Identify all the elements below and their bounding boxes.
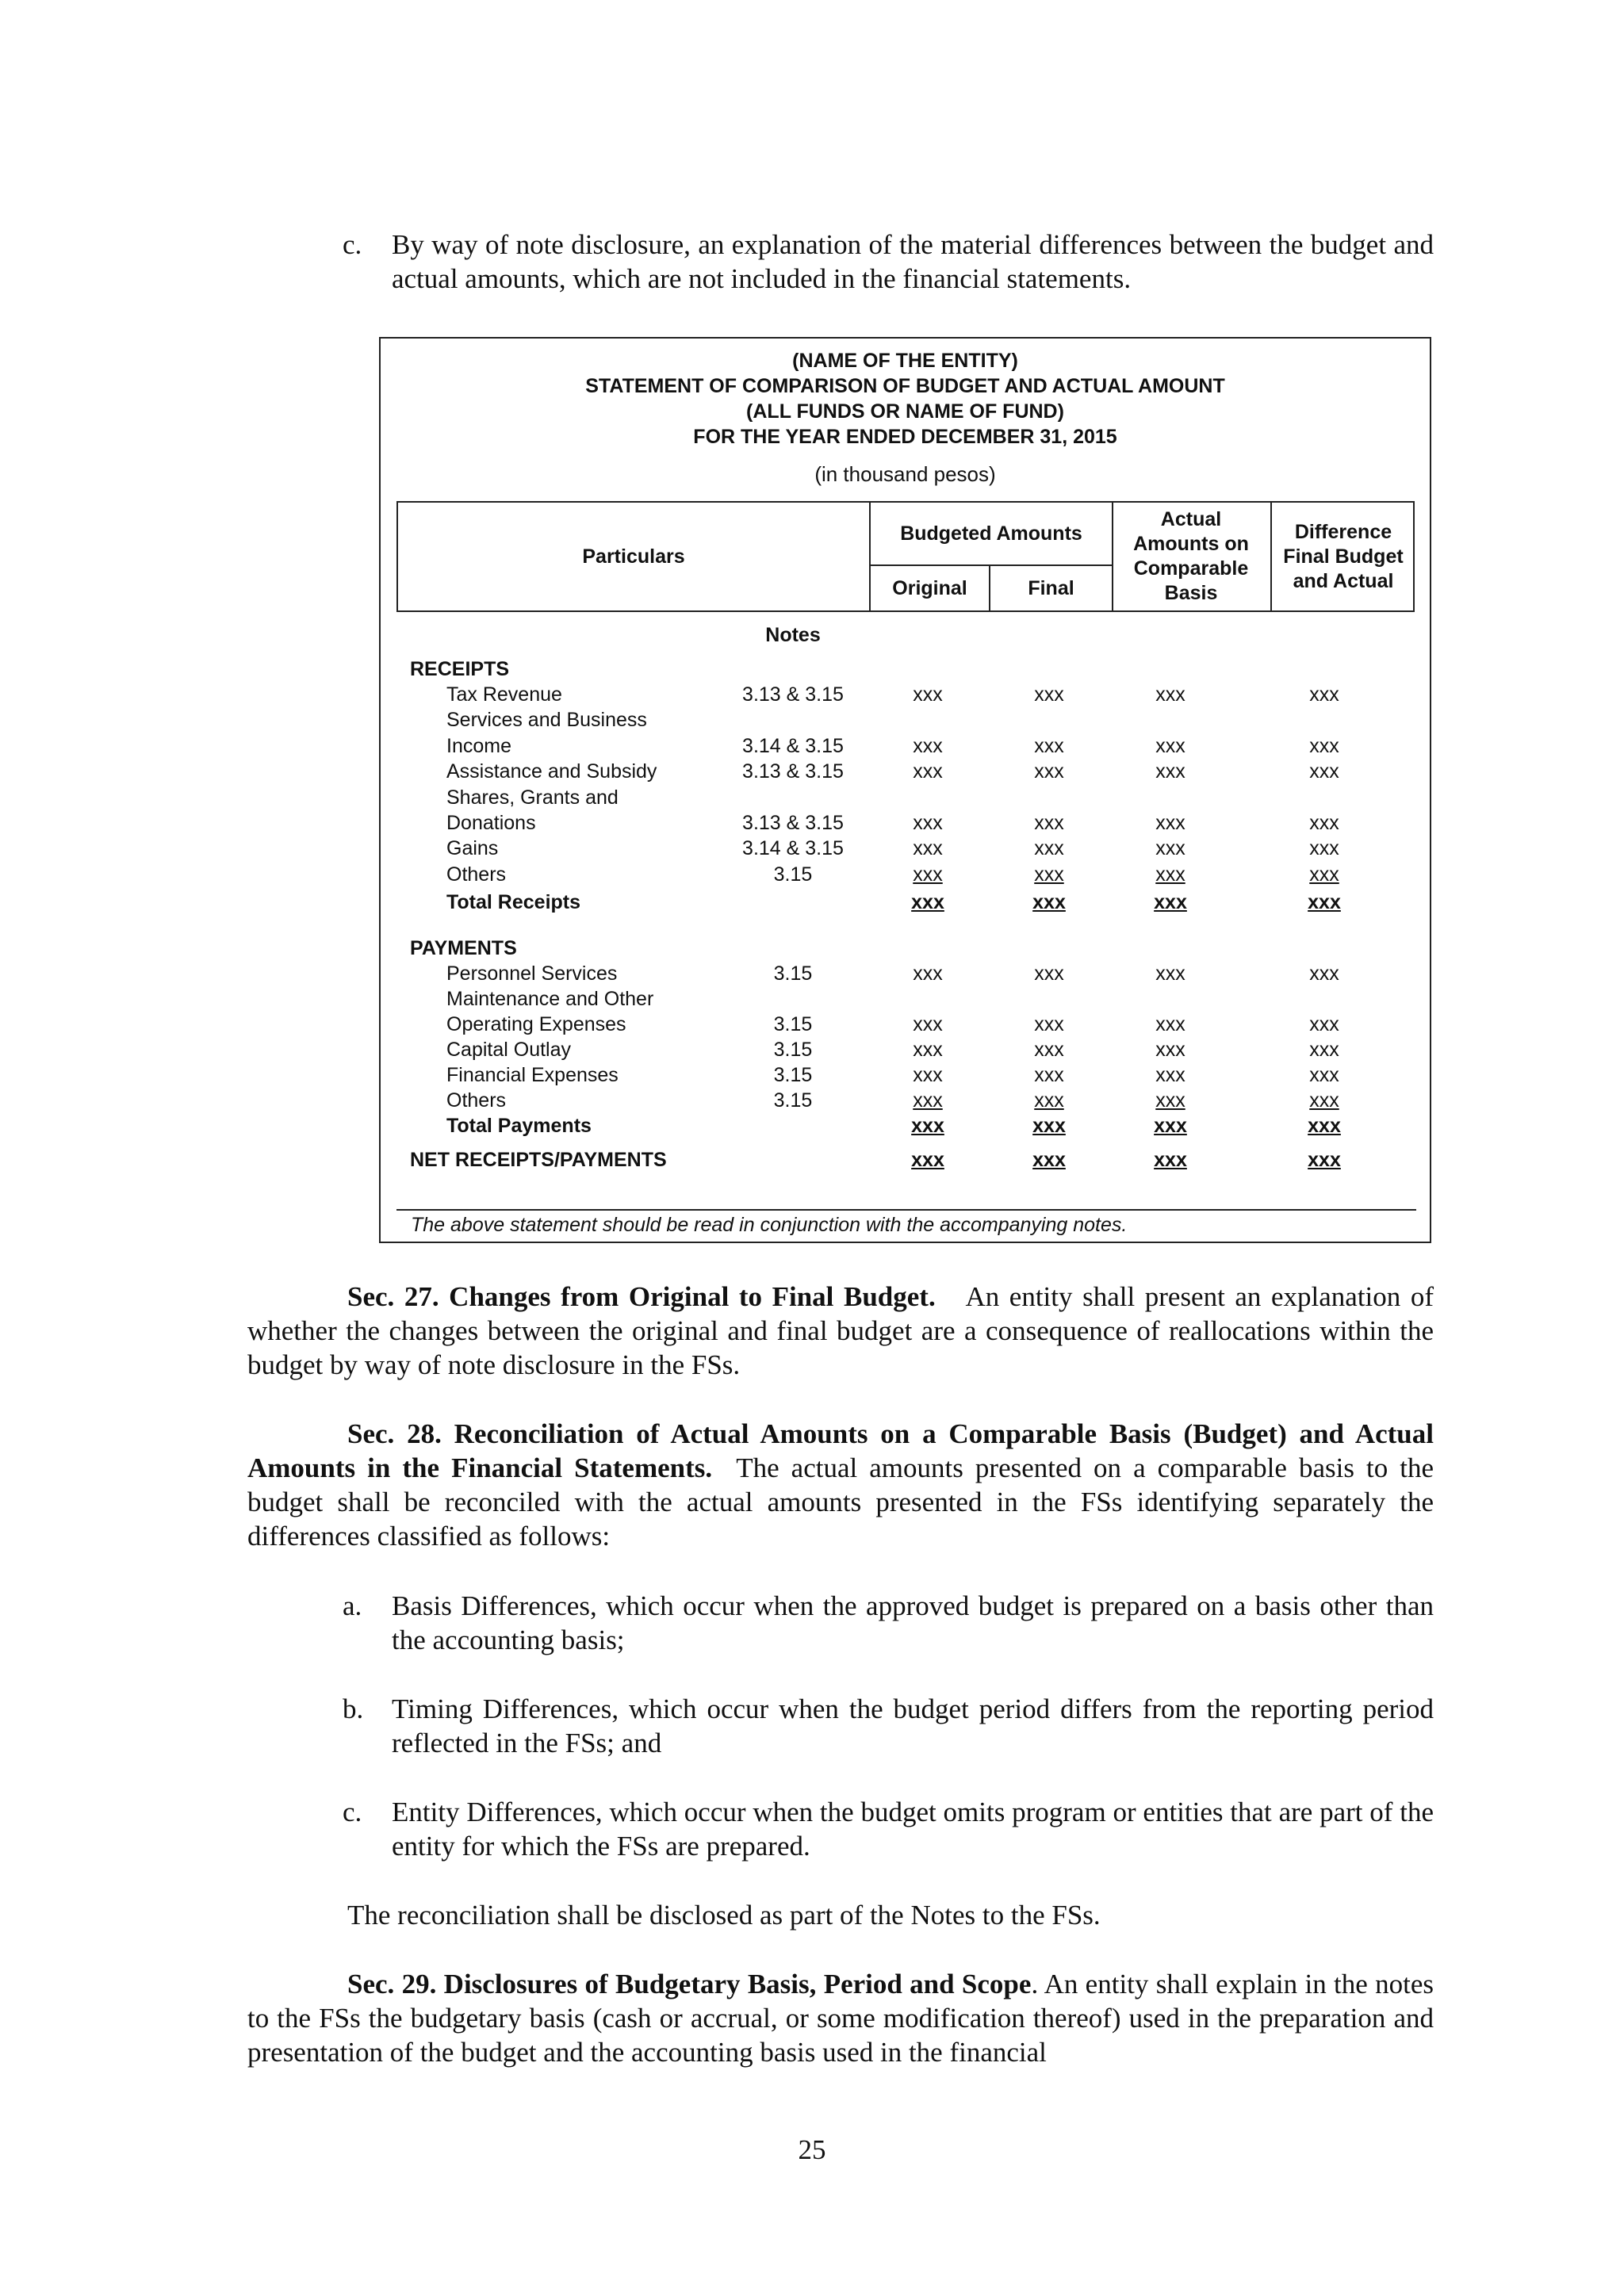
list-text: Entity Differences, which occur when the budget omits program or entities that are part of the entity for which the FSs are prepared. — [392, 1797, 1434, 1862]
list-text: Basis Differences, which occur when the approved budget is prepared on a basis other than the accounting basis; — [392, 1590, 1434, 1655]
cell-note: 3.14 & 3.15 — [742, 837, 844, 860]
cell-actual: xxx — [1155, 962, 1185, 985]
list-text: Timing Differences, which occur when the budget period differs from the reporting period reflected in the FSs; and — [392, 1693, 1434, 1758]
intro-list-item — [343, 228, 1434, 296]
cell-original: xxx — [913, 863, 943, 886]
total-payments-row — [381, 1113, 1430, 1138]
row-label: Total Payments — [446, 1115, 592, 1137]
statement-units: (in thousand pesos) — [814, 462, 996, 486]
cell-final: xxx — [1034, 1089, 1064, 1112]
cell-actual: xxx — [1155, 734, 1185, 757]
cell-original: xxx — [913, 1089, 943, 1112]
list-marker: c. — [343, 229, 362, 260]
cell-difference: xxx — [1308, 1115, 1341, 1137]
cell-actual: xxx — [1155, 863, 1185, 886]
cell-actual: xxx — [1154, 1115, 1187, 1137]
row-label: Services and Business — [446, 709, 647, 732]
cell-original: xxx — [911, 1149, 944, 1171]
notes-header: Notes — [765, 624, 821, 646]
row-label: Tax Revenue — [446, 683, 562, 706]
budgeted-amounts-header: Budgeted Amounts — [900, 522, 1082, 545]
statement-footnote: The above statement should be read in conjunction with the accompanying notes. — [411, 1214, 1128, 1236]
cell-actual: xxx — [1154, 891, 1187, 913]
sec28-paragraph — [247, 1417, 1434, 1553]
cell-final: xxx — [1032, 891, 1066, 913]
table-row — [381, 682, 1430, 707]
sec29-heading: Sec. 29. Disclosures of Budgetary Basis, Period and Scope — [347, 1969, 1032, 1999]
receipts-section-title: RECEIPTS — [410, 658, 510, 680]
row-label: Donations — [446, 812, 536, 834]
table-row — [381, 862, 1430, 887]
original-header: Original — [892, 576, 967, 599]
net-row — [381, 1147, 1430, 1173]
cell-final: xxx — [1034, 1013, 1064, 1035]
cell-difference: xxx — [1309, 1013, 1339, 1035]
cell-original: xxx — [913, 1013, 943, 1035]
cell-difference: xxx — [1309, 812, 1339, 834]
cell-actual: xxx — [1155, 812, 1185, 834]
row-label: Financial Expenses — [446, 1064, 619, 1086]
statement-fund: (ALL FUNDS OR NAME OF FUND) — [746, 400, 1064, 423]
notes-header-row — [381, 622, 1430, 648]
cell-difference: xxx — [1309, 962, 1339, 985]
list-marker: a. — [343, 1590, 362, 1621]
cell-difference: xxx — [1309, 1039, 1339, 1061]
cell-note: 3.14 & 3.15 — [742, 734, 844, 757]
table-row — [381, 785, 1430, 810]
cell-difference: xxx — [1309, 734, 1339, 757]
cell-actual: xxx — [1155, 1064, 1185, 1086]
sec29-body: . An entity shall explain in the notes to the FSs the budgetary basis (cash or accrual, or some modification thereof) used in the preparation and presentation of the budget and the accounting basis used in the financial — [247, 1969, 1434, 2068]
cell-original: xxx — [913, 837, 943, 860]
row-label: Total Receipts — [446, 891, 581, 913]
statement-period: FOR THE YEAR ENDED DECEMBER 31, 2015 — [693, 426, 1117, 448]
row-label: Others — [446, 1089, 507, 1112]
cell-difference: xxx — [1308, 891, 1341, 913]
cell-original: xxx — [911, 1115, 944, 1137]
row-label: Operating Expenses — [446, 1013, 626, 1035]
cell-final: xxx — [1034, 863, 1064, 886]
row-label: Personnel Services — [446, 962, 618, 985]
sec28-item-b — [343, 1692, 1434, 1760]
cell-final: xxx — [1034, 734, 1064, 757]
sec29-paragraph — [247, 1967, 1434, 2069]
cell-difference: xxx — [1309, 1089, 1339, 1112]
sec28-item-a — [343, 1589, 1434, 1657]
cell-note: 3.15 — [773, 1064, 813, 1086]
cell-original: xxx — [913, 760, 943, 783]
cell-difference: xxx — [1309, 683, 1339, 706]
table-row — [381, 810, 1430, 836]
cell-final: xxx — [1034, 760, 1064, 783]
cell-note: 3.15 — [773, 1013, 813, 1035]
statement-entity-name: (NAME OF THE ENTITY) — [792, 350, 1018, 372]
payments-section-title: PAYMENTS — [410, 937, 517, 959]
actual-header: Actual Amounts on Comparable Basis — [1133, 508, 1249, 604]
row-label: Gains — [446, 837, 499, 860]
page-number: 25 — [798, 2134, 826, 2165]
sec28-item-c — [343, 1795, 1434, 1863]
cell-actual: xxx — [1155, 1039, 1185, 1061]
cell-difference: xxx — [1309, 837, 1339, 860]
cell-original: xxx — [913, 1039, 943, 1061]
difference-header: Difference Final Budget and Actual — [1283, 520, 1404, 592]
list-text: By way of note disclosure, an explanation of the material differences between the budget and actual amounts, which are not included in the financial statements. — [392, 229, 1434, 294]
statement-box — [379, 337, 1431, 1243]
row-label: Maintenance and Other — [446, 988, 654, 1010]
cell-difference: xxx — [1309, 760, 1339, 783]
cell-note: 3.13 & 3.15 — [742, 760, 844, 783]
cell-note: 3.13 & 3.15 — [742, 683, 844, 706]
table-row — [381, 961, 1430, 986]
cell-final: xxx — [1034, 683, 1064, 706]
cell-original: xxx — [913, 812, 943, 834]
table-row — [381, 836, 1430, 861]
row-label: Others — [446, 863, 507, 886]
cell-actual: xxx — [1155, 1013, 1185, 1035]
cell-difference: xxx — [1309, 863, 1339, 886]
sec28-heading: Sec. 28. Reconciliation of Actual Amounts on a Comparable Basis (Budget) and Actual Amounts in the Financial Statements. — [247, 1418, 1434, 1483]
list-marker: c. — [343, 1797, 362, 1827]
statement-title: STATEMENT OF COMPARISON OF BUDGET AND ACTUAL AMOUNT — [585, 375, 1225, 397]
cell-difference: xxx — [1309, 1064, 1339, 1086]
cell-final: xxx — [1034, 812, 1064, 834]
cell-original: xxx — [913, 683, 943, 706]
row-label: Shares, Grants and — [446, 786, 619, 809]
cell-original: xxx — [913, 1064, 943, 1086]
cell-actual: xxx — [1154, 1149, 1187, 1171]
row-label: NET RECEIPTS/PAYMENTS — [410, 1149, 667, 1171]
table-row — [381, 1037, 1430, 1062]
sec27-body: An entity shall present an explanation of whether the changes between the original and final budget are a consequence of reallocations within the budget by way of note disclosure in the FSs. — [247, 1281, 1434, 1380]
table-row — [381, 759, 1430, 784]
cell-difference: xxx — [1308, 1149, 1341, 1171]
row-label: Income — [446, 734, 511, 757]
table-row — [381, 733, 1430, 759]
cell-original: xxx — [913, 962, 943, 985]
cell-original: xxx — [913, 734, 943, 757]
cell-note: 3.15 — [773, 1039, 813, 1061]
cell-final: xxx — [1034, 1064, 1064, 1086]
row-label: Capital Outlay — [446, 1039, 572, 1061]
table-row — [381, 1062, 1430, 1088]
cell-final: xxx — [1034, 1039, 1064, 1061]
footnote-rule — [396, 1209, 1416, 1211]
cell-original: xxx — [911, 891, 944, 913]
sec27-heading: Sec. 27. Changes from Original to Final Budget. — [347, 1281, 936, 1312]
cell-note: 3.15 — [773, 962, 813, 985]
list-marker: b. — [343, 1693, 364, 1724]
cell-final: xxx — [1034, 962, 1064, 985]
cell-final: xxx — [1034, 837, 1064, 860]
table-row — [381, 707, 1430, 733]
cell-actual: xxx — [1155, 837, 1185, 860]
cell-note: 3.15 — [773, 1089, 813, 1112]
cell-actual: xxx — [1155, 760, 1185, 783]
total-receipts-row — [381, 890, 1430, 915]
cell-final: xxx — [1032, 1149, 1066, 1171]
sec28-closing: The reconciliation shall be disclosed as part of the Notes to the FSs. — [347, 1900, 1101, 1931]
cell-actual: xxx — [1155, 1089, 1185, 1112]
table-row — [381, 1012, 1430, 1037]
cell-note: 3.13 & 3.15 — [742, 812, 844, 834]
sec28-body: The actual amounts presented on a comparable basis to the budget shall be reconciled with the actual amounts presented in the FSs identifying separately the differences classified as follows: — [247, 1452, 1434, 1552]
cell-note: 3.15 — [773, 863, 813, 886]
sec27-paragraph — [247, 1280, 1434, 1382]
row-label: Assistance and Subsidy — [446, 760, 657, 783]
table-row — [381, 986, 1430, 1012]
final-header: Final — [1028, 576, 1074, 599]
cell-actual: xxx — [1155, 683, 1185, 706]
table-row — [381, 1088, 1430, 1113]
cell-final: xxx — [1032, 1115, 1066, 1137]
particulars-header: Particulars — [582, 545, 685, 568]
statement-header-table — [396, 501, 1415, 612]
